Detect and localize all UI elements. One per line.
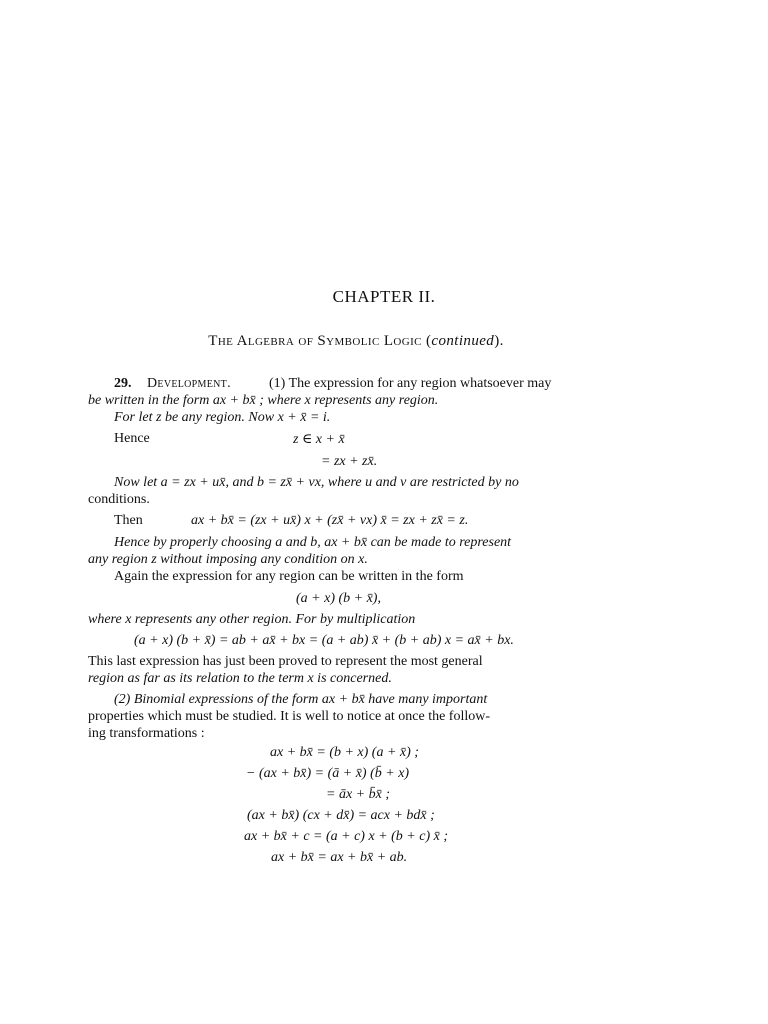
text-line: Again the expression for any region can be written in the form (114, 569, 464, 584)
section-lead: (1) The expression for any region whatsoever may (269, 376, 552, 391)
subtitle-end: ). (494, 333, 504, 349)
equation: = zx + zx̄. (321, 454, 378, 469)
text-line: region as far as its relation to the term x is concerned. (88, 671, 392, 686)
equation: ax + bx̄ + c = (a + c) x + (b + c) x̄ ; (244, 829, 448, 844)
text-line: conditions. (88, 492, 150, 507)
text-line: properties which must be studied. It is well to notice at once the follow- (88, 709, 491, 724)
text-line: This last expression has just been proved to represent the most general (88, 654, 483, 669)
text-line: Hence by properly choosing a and b, ax + bx̄ can be made to represent (114, 535, 512, 550)
then-label: Then (114, 513, 143, 528)
subtitle-italic: continued (431, 333, 495, 349)
section-number (114, 376, 132, 392)
equation: ax + bx̄ = (zx + ux̄) x + (zx̄ + vx) x̄ = zx + zx̄ = z. (191, 513, 469, 528)
equation: (a + x) (b + x̄) = ab + ax̄ + bx = (a + ab) x̄ + (b + ab) x = ax̄ + bx. (134, 633, 514, 648)
equation: − (ax + bx̄) = (ā + x̄) (b̄ + x) (246, 766, 410, 781)
equation: ax + bx̄ = (b + x) (a + x̄) ; (270, 745, 419, 760)
section-heading: Development. (147, 376, 231, 391)
equation: (ax + bx̄) (cx + dx̄) = acx + bdx̄ ; (247, 808, 435, 823)
chapter-heading: CHAPTER II. (332, 287, 436, 306)
text-line: For let z be any region. Now x + x̄ = i. (114, 410, 331, 425)
equation: ax + bx̄ = ax + bx̄ + ab. (271, 850, 408, 865)
hence-label: Hence (114, 431, 150, 446)
text-line: ing transformations : (88, 726, 205, 741)
text-line: Now let a = zx + ux̄, and b = zx̄ + vx, where u and v are restricted by no (114, 475, 519, 490)
equation: z ∈ x + x̄ (293, 432, 345, 447)
text-line: where x represents any other region. For by multiplication (88, 612, 416, 627)
section-number-text: 29. (114, 376, 132, 391)
text-line: any region z without imposing any condition on x. (88, 552, 368, 567)
text-line: (2) Binomial expressions of the form ax + bx̄ have many important (114, 692, 488, 707)
equation: (a + x) (b + x̄), (296, 591, 381, 606)
chapter-subtitle (0, 333, 712, 350)
text-line: be written in the form ax + bx̄ ; where x represents any region. (88, 393, 439, 408)
equation: = āx + b̄x̄ ; (326, 787, 390, 802)
subtitle-main: The Algebra of Symbolic Logic ( (208, 333, 432, 349)
